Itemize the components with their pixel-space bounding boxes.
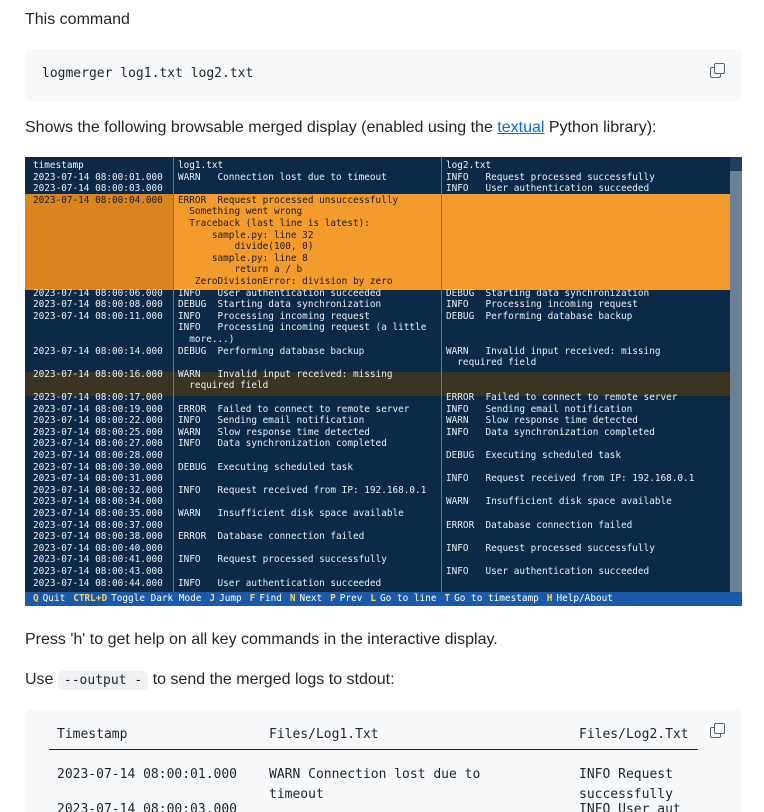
- log1-entry: ERROR Failed to connect to remote server: [178, 403, 410, 415]
- log2-entry: INFO User authentication succeeded: [446, 566, 650, 577]
- log-row[interactable]: [25, 172, 730, 184]
- log-timestamp: 2023-07-14 08:00:44.000: [33, 577, 163, 589]
- description-paragraph: [25, 119, 656, 137]
- log-row[interactable]: [25, 485, 730, 497]
- log-timestamp: 2023-07-14 08:00:01.000: [33, 171, 163, 183]
- footer-key-binding[interactable]: [73, 592, 201, 606]
- log-row[interactable]: [25, 346, 730, 358]
- log1-entry: ZeroDivisionError: division by zero: [178, 276, 393, 287]
- output-paragraph: [25, 671, 395, 689]
- log1-entry: more...): [178, 334, 235, 345]
- output-suffix: to send the merged logs to stdout:: [148, 671, 395, 688]
- footer-key: H: [546, 593, 553, 604]
- log-row[interactable]: [25, 531, 730, 543]
- log2-entry: DEBUG Executing scheduled task: [446, 450, 621, 461]
- log2-entry: INFO Request processed successfully: [446, 171, 655, 183]
- footer-key-binding[interactable]: [209, 592, 241, 606]
- output-row1-log2: INFO Request: [579, 767, 673, 782]
- output-header-log2: Files/Log2.Txt: [579, 727, 689, 742]
- log2-entry: INFO Sending email notification: [446, 403, 633, 415]
- log-row[interactable]: [25, 415, 730, 427]
- output-row1-timestamp: 2023-07-14 08:00:01.000: [57, 767, 238, 782]
- log1-entry: INFO Request received from IP: 192.168.0.1: [178, 484, 427, 496]
- footer-label: Prev: [339, 593, 363, 604]
- footer-key: Q: [33, 593, 39, 604]
- log2-entry: DEBUG Performing database backup: [446, 310, 633, 322]
- output-header-rule: [49, 749, 698, 750]
- copy-icon[interactable]: [710, 723, 726, 739]
- footer-key-binding[interactable]: [330, 592, 362, 606]
- log-timestamp: 2023-07-14 08:00:08.000: [33, 299, 163, 311]
- log-timestamp: 2023-07-14 08:00:40.000: [33, 542, 163, 554]
- log1-entry: WARN Slow response time detected: [178, 426, 370, 438]
- log-timestamp: 2023-07-14 08:00:16.000: [33, 368, 163, 380]
- log-timestamp: 2023-07-14 08:00:32.000: [33, 484, 163, 496]
- log-row[interactable]: [25, 462, 730, 474]
- footer-key: L: [370, 593, 377, 604]
- log-row[interactable]: [25, 369, 730, 381]
- header-log2: log2.txt: [446, 160, 492, 171]
- log-row[interactable]: [25, 241, 730, 253]
- output-header-timestamp: Timestamp: [57, 727, 128, 742]
- key-bindings-footer: [25, 592, 742, 606]
- log-timestamp: 2023-07-14 08:00:27.000: [33, 438, 163, 450]
- log-timestamp: 2023-07-14 08:00:17.000: [33, 392, 163, 403]
- scrollbar-thumb[interactable]: [730, 171, 742, 601]
- copy-icon[interactable]: [710, 63, 726, 79]
- footer-key-binding[interactable]: [33, 592, 65, 606]
- log-timestamp: 2023-07-14 08:00:34.000: [33, 496, 163, 508]
- log-row[interactable]: [25, 183, 730, 195]
- log2-entry: INFO User authentication succeeded: [446, 183, 650, 195]
- log-row[interactable]: [25, 438, 730, 450]
- output-row1-log1: WARN Connection lost due to: [269, 767, 481, 782]
- textual-link[interactable]: textual: [497, 119, 545, 136]
- log-row[interactable]: [25, 543, 730, 555]
- log-row[interactable]: [25, 450, 730, 462]
- log2-entry: WARN Slow response time detected: [446, 415, 638, 427]
- log-timestamp: 2023-07-14 08:00:22.000: [33, 415, 163, 427]
- log-timestamp: 2023-07-14 08:00:14.000: [33, 345, 163, 357]
- footer-label: Go to line: [380, 593, 437, 604]
- log2-entry: ERROR Failed to connect to remote server: [446, 392, 678, 403]
- log1-entry: DEBUG Starting data synchronization: [178, 299, 382, 311]
- log1-entry: DEBUG Performing database backup: [178, 345, 365, 357]
- log2-entry: DEBUG Starting data synchronization: [446, 287, 650, 299]
- log2-entry: ERROR Database connection failed: [446, 519, 633, 531]
- log-row[interactable]: [25, 404, 730, 416]
- footer-label: Find: [259, 593, 282, 604]
- log2-entry: WARN Invalid input received: missing: [446, 345, 661, 357]
- command-code-block: [25, 49, 742, 101]
- log-timestamp: 2023-07-14 08:00:37.000: [33, 519, 163, 531]
- log-row[interactable]: [25, 392, 730, 404]
- log1-entry: sample.py: line 8: [178, 252, 308, 264]
- log-row[interactable]: [25, 253, 730, 265]
- log-timestamp: 2023-07-14 08:00:06.000: [33, 287, 163, 299]
- log-row[interactable]: [25, 427, 730, 439]
- log-timestamp: 2023-07-14 08:00:25.000: [33, 426, 163, 438]
- output-row1-log2-cont: successfully: [579, 787, 673, 802]
- footer-key: CTRL+D: [73, 593, 108, 604]
- log-row[interactable]: [25, 496, 730, 508]
- description-suffix: Python library):: [544, 119, 657, 136]
- terminal-screenshot: [25, 157, 742, 606]
- log-row[interactable]: [25, 508, 730, 520]
- output-row1-log1-cont: timeout: [269, 787, 324, 802]
- log-row[interactable]: [25, 554, 730, 566]
- log-row[interactable]: [25, 230, 730, 242]
- log-row[interactable]: [25, 566, 730, 578]
- scrollbar[interactable]: [730, 157, 742, 592]
- footer-key-binding[interactable]: [370, 592, 436, 606]
- help-paragraph: Press 'h' to get help on all key commands in the interactive display.: [25, 631, 498, 648]
- log-row[interactable]: [25, 299, 730, 311]
- log-timestamp: 2023-07-14 08:00:38.000: [33, 531, 163, 543]
- log-row[interactable]: [25, 288, 730, 300]
- log-row[interactable]: [25, 218, 730, 230]
- log-row[interactable]: [25, 334, 730, 346]
- log-row[interactable]: [25, 264, 730, 276]
- footer-key-binding[interactable]: [444, 592, 538, 606]
- log-row[interactable]: [25, 195, 730, 207]
- header-log1: log1.txt: [178, 160, 224, 171]
- output-row2-timestamp: 2023-07-14 08:00:03.000: [57, 802, 238, 812]
- log-timestamp: 2023-07-14 08:00:28.000: [33, 450, 163, 461]
- footer-key: F: [249, 593, 256, 604]
- log1-entry: ERROR Database connection failed: [178, 531, 365, 543]
- footer-label: Toggle Dark Mode: [111, 593, 202, 604]
- intro-text: This command: [25, 11, 130, 28]
- log1-entry: WARN Insufficient disk space available: [178, 508, 404, 519]
- log2-entry: INFO Data synchronization completed: [446, 426, 655, 438]
- log1-entry: INFO User authentication succeeded: [178, 287, 382, 299]
- log-timestamp: 2023-07-14 08:00:19.000: [33, 403, 163, 415]
- log1-entry: INFO Processing incoming request: [178, 310, 370, 322]
- footer-label: Quit: [42, 593, 66, 604]
- log-row[interactable]: [25, 276, 730, 288]
- output-header-log1: Files/Log1.Txt: [269, 727, 379, 742]
- log-timestamp: 2023-07-14 08:00:43.000: [33, 566, 163, 577]
- log-header-row: [25, 160, 730, 172]
- footer-key: J: [209, 593, 216, 604]
- log1-entry: divide(100, 0): [178, 241, 314, 253]
- header-timestamp: timestamp: [33, 160, 84, 171]
- log1-entry: Traceback (last line is latest):: [178, 218, 370, 229]
- footer-key-binding[interactable]: [547, 592, 613, 606]
- log2-entry: INFO Request received from IP: 192.168.0.1: [446, 473, 695, 485]
- log1-entry: INFO Sending email notification: [178, 415, 365, 427]
- log-row[interactable]: [25, 520, 730, 532]
- log-row[interactable]: [25, 311, 730, 323]
- log1-entry: DEBUG Executing scheduled task: [178, 461, 353, 473]
- log-timestamp: 2023-07-14 08:00:04.000: [33, 194, 163, 206]
- description-text: Shows the following browsable merged display (enabled using the: [25, 119, 498, 136]
- log1-entry: required field: [178, 380, 269, 392]
- footer-key: T: [444, 593, 451, 604]
- log1-entry: sample.py: line 32: [178, 229, 314, 241]
- log1-entry: WARN Invalid input received: missing: [178, 368, 393, 380]
- footer-label: Help/About: [556, 593, 613, 604]
- log1-entry: INFO Processing incoming request (a little: [178, 322, 427, 334]
- log-row[interactable]: [25, 322, 730, 334]
- log-timestamp: 2023-07-14 08:00:11.000: [33, 310, 163, 322]
- log-timestamp: 2023-07-14 08:00:31.000: [33, 473, 163, 485]
- log-row[interactable]: [25, 380, 730, 392]
- footer-label: Next: [299, 593, 323, 604]
- footer-key-binding[interactable]: [290, 592, 322, 606]
- log-timestamp: 2023-07-14 08:00:03.000: [33, 183, 163, 195]
- log-timestamp: 2023-07-14 08:00:35.000: [33, 508, 163, 519]
- output-option-code: --output -: [58, 671, 148, 690]
- log2-entry: INFO Request processed successfully: [446, 542, 655, 554]
- log2-entry: INFO Processing incoming request: [446, 299, 638, 311]
- footer-key: P: [330, 593, 336, 604]
- footer-label: Jump: [219, 593, 242, 604]
- log-row[interactable]: [25, 206, 730, 218]
- footer-key-binding[interactable]: [250, 592, 282, 606]
- output-row2-log2: INFO User aut: [579, 802, 681, 812]
- log-timestamp: 2023-07-14 08:00:30.000: [33, 461, 163, 473]
- log2-entry: required field: [446, 357, 537, 369]
- output-code-block: [25, 709, 742, 812]
- log-timestamp: 2023-07-14 08:00:41.000: [33, 554, 163, 566]
- log1-entry: return a / b: [178, 264, 303, 276]
- footer-label: Go to timestamp: [454, 593, 539, 604]
- footer-key: N: [289, 593, 296, 604]
- log1-entry: INFO User authentication succeeded: [178, 577, 382, 589]
- log1-entry: Something went wrong: [178, 206, 303, 218]
- log-row[interactable]: [25, 578, 730, 590]
- log1-entry: WARN Connection lost due to timeout: [178, 171, 387, 183]
- log-row[interactable]: [25, 357, 730, 369]
- command-text: logmerger log1.txt log2.txt: [42, 66, 254, 81]
- log2-entry: WARN Insufficient disk space available: [446, 496, 672, 508]
- log1-entry: ERROR Request processed unsuccessfully: [178, 194, 399, 206]
- log1-entry: INFO Data synchronization completed: [178, 438, 387, 450]
- output-text: Use: [25, 671, 58, 688]
- log-row[interactable]: [25, 473, 730, 485]
- log1-entry: INFO Request processed successfully: [178, 554, 387, 566]
